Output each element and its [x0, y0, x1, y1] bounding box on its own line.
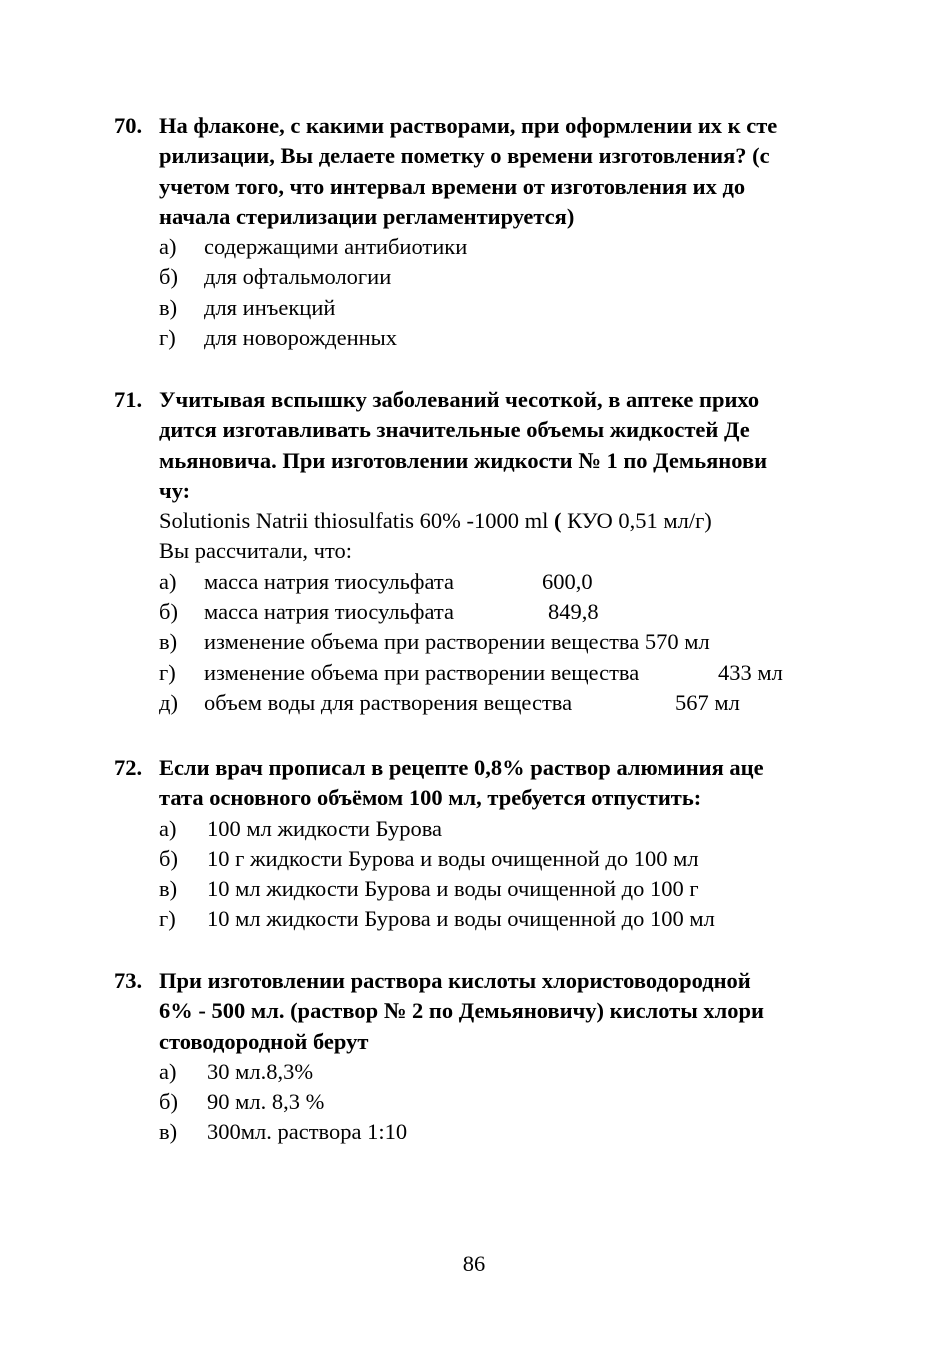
- option-letter: в): [159, 876, 178, 902]
- stem-line: дится изготавливать значительные объемы жидкостей Де: [159, 417, 750, 443]
- question-70: [114, 111, 844, 353]
- question-stem: [114, 385, 844, 506]
- formula-latin: Solutionis Natrii thiosulfatis 60% -1000 ml: [159, 508, 554, 534]
- answer-option: [114, 814, 844, 844]
- option-letter: а): [159, 1058, 177, 1084]
- option-letter: д): [159, 689, 178, 715]
- page-number: 86: [462, 1251, 486, 1276]
- option-value: 849,8: [548, 599, 599, 625]
- option-text: 90 мл. 8,3 %: [207, 1089, 325, 1115]
- option-text: изменение объема при растворении вещества: [204, 659, 640, 685]
- question-71: [114, 385, 844, 718]
- option-value: 433 мл: [718, 659, 783, 685]
- option-letter: а): [159, 234, 177, 260]
- question-stem: [114, 111, 844, 232]
- prescription-formula: [159, 506, 844, 536]
- option-text: для новорожденных: [204, 325, 398, 351]
- answer-option: [114, 262, 844, 292]
- option-text: 10 г жидкости Бурова и воды очищенной до 100 мл: [207, 845, 699, 871]
- option-text: для офтальмологии: [204, 264, 392, 290]
- option-letter: б): [159, 845, 178, 871]
- question-72: [114, 753, 844, 935]
- option-text: для инъекций: [204, 294, 336, 320]
- option-letter: в): [159, 294, 178, 320]
- prescription-block: [114, 506, 844, 567]
- question-73: [114, 966, 844, 1148]
- stem-line: На флаконе, с какими растворами, при оформлении их к сте: [159, 113, 778, 138]
- answer-option: [114, 293, 844, 323]
- option-letter: а): [159, 568, 177, 594]
- stem-line: мьяновича. При изготовлении жидкости № 1 по Демьянови: [159, 447, 768, 473]
- option-text: объем воды для растворения вещества: [204, 689, 573, 715]
- option-text: 10 мл жидкости Бурова и воды очищенной до 100 г: [207, 876, 699, 902]
- option-letter: в): [159, 1119, 178, 1145]
- calculation-intro: Вы рассчитали, что:: [159, 538, 353, 564]
- option-letter: б): [159, 264, 178, 290]
- answer-option: [114, 1117, 844, 1147]
- question-number: 70.: [114, 113, 143, 138]
- option-text: 300мл. раствора 1:10: [207, 1119, 408, 1145]
- option-value: 567 мл: [675, 689, 740, 715]
- option-text: 10 мл жидкости Бурова и воды очищенной до 100 мл: [207, 906, 715, 932]
- question-number: 72.: [114, 755, 143, 780]
- stem-line: начала стерилизации регламентируется): [159, 203, 575, 229]
- option-letter: а): [159, 815, 177, 841]
- question-number: 73.: [114, 968, 143, 993]
- option-value: 600,0: [542, 568, 593, 594]
- option-text: масса натрия тиосульфата: [204, 599, 454, 625]
- option-letter: б): [159, 599, 178, 625]
- option-text: изменение объема при растворении вещества 570 мл: [204, 629, 710, 655]
- option-letter: б): [159, 1089, 178, 1115]
- formula-rest: КУО 0,51 мл/г): [567, 508, 712, 534]
- answer-option: [114, 688, 844, 718]
- option-text: содержащими антибиотики: [204, 234, 468, 260]
- stem-line: рилизации, Вы делаете пометку о времени изготовления? (с: [159, 143, 770, 169]
- answer-option: [114, 627, 844, 657]
- answer-option: [114, 844, 844, 874]
- stem-line: чу:: [159, 477, 191, 503]
- option-text: масса натрия тиосульфата: [204, 568, 454, 594]
- stem-line: Учитывая вспышку заболеваний чесоткой, в аптеке прихо: [159, 387, 760, 412]
- answer-option: [114, 1087, 844, 1117]
- answer-option: [114, 232, 844, 262]
- stem-line: Если врач прописал в рецепте 0,8% раствор алюминия аце: [159, 755, 764, 780]
- stem-line: стоводородной берут: [159, 1028, 369, 1054]
- answer-option: [114, 1057, 844, 1087]
- formula-paren: (: [554, 508, 568, 534]
- option-letter: г): [159, 325, 176, 351]
- answer-option: [114, 323, 844, 353]
- option-text: 100 мл жидкости Бурова: [207, 815, 443, 841]
- option-letter: г): [159, 659, 176, 685]
- answer-option: [114, 904, 844, 934]
- answer-option: [114, 658, 844, 688]
- answer-option: [114, 874, 844, 904]
- stem-line: 6% - 500 мл. (раствор № 2 по Демьяновичу) кислоты хлори: [159, 998, 764, 1024]
- option-text: 30 мл.8,3%: [207, 1058, 314, 1084]
- question-stem: [114, 966, 844, 1057]
- question-number: 71.: [114, 387, 143, 412]
- answer-option: [114, 567, 844, 597]
- option-letter: в): [159, 629, 178, 655]
- answer-option: [114, 597, 844, 627]
- stem-line: При изготовлении раствора кислоты хлористоводородной: [159, 968, 751, 993]
- option-letter: г): [159, 906, 176, 932]
- question-stem: [114, 753, 844, 814]
- stem-line: тата основного объёмом 100 мл, требуется отпустить:: [159, 785, 702, 811]
- stem-line: учетом того, что интервал времени от изготовления их до: [159, 173, 746, 199]
